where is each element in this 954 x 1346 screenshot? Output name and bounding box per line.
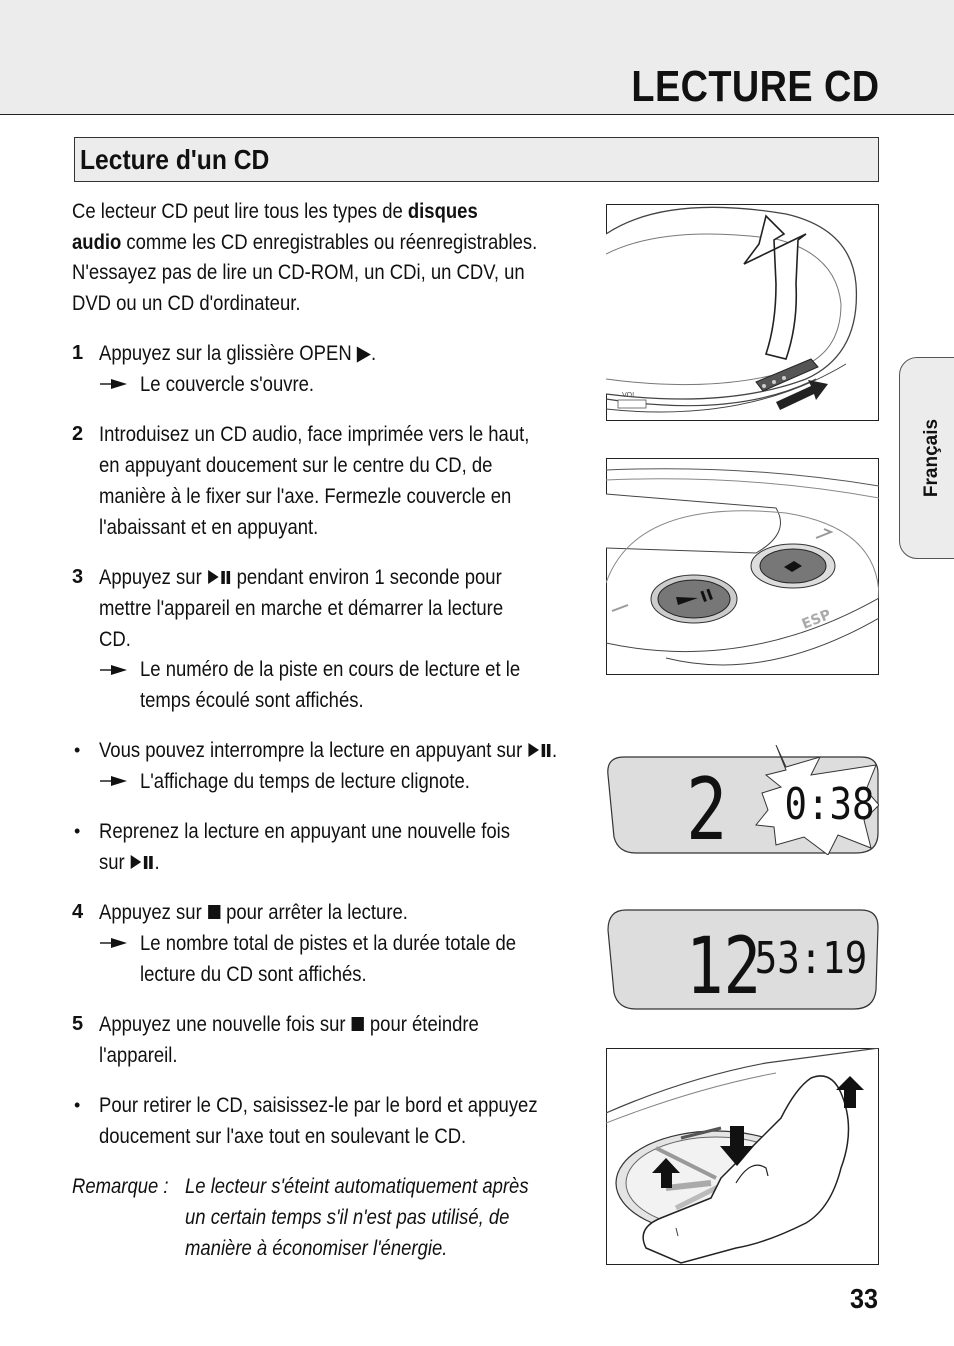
bullet-text: sur <box>99 851 130 874</box>
bullet-text: Vous pouvez interrompre la lecture en appuyant sur <box>99 739 528 762</box>
intro-bold-text: audio <box>72 231 122 254</box>
step-3-line-3: CD. <box>99 628 131 651</box>
play-pause-icon <box>130 854 155 870</box>
display-total-tracks-time <box>606 905 879 1015</box>
display-elapsed-time: 0:38 <box>784 778 875 830</box>
step-2-line-1: Introduisez un CD audio, face imprimée vers le haut, <box>99 423 530 446</box>
step-text: Appuyez une nouvelle fois sur <box>99 1013 351 1036</box>
step-4-line-1 <box>99 897 408 928</box>
play-pause-icon <box>207 569 232 585</box>
section-title: Lecture d'un CD <box>80 144 270 175</box>
result-arrow-icon <box>99 378 129 390</box>
step-2-line-2: en appuyant doucement sur le centre du CD, de <box>99 454 493 477</box>
intro-bold-text: disques <box>407 200 478 223</box>
intro-text: comme les CD enregistrables ou réenregistrables. <box>121 231 538 254</box>
intro-line-1 <box>72 196 478 227</box>
section-heading-box <box>74 137 879 182</box>
bullet-3-line-2: doucement sur l'axe tout en soulevant le CD. <box>99 1125 467 1148</box>
page-title: LECTURE CD <box>631 62 880 111</box>
stop-icon <box>207 904 221 920</box>
step-text: Appuyez sur <box>99 901 207 924</box>
bullet-2-line-2 <box>99 847 160 878</box>
step-3-line-1 <box>99 562 502 593</box>
bullet-1-line-1 <box>99 735 557 766</box>
stop-icon <box>351 1016 365 1032</box>
play-button-illustration <box>606 458 879 675</box>
step-3-line-2: mettre l'appareil en marche et démarrer la lecture <box>99 597 504 620</box>
language-tab-label: Français <box>921 418 942 498</box>
bullet-1-result: L'affichage du temps de lecture clignote. <box>140 770 470 793</box>
step-3-result-2: temps écoulé sont affichés. <box>140 689 364 712</box>
step-text: Appuyez sur <box>99 566 207 589</box>
play-pause-icon <box>527 742 552 758</box>
remove-cd-illustration <box>606 1048 879 1265</box>
step-text: pendant environ 1 seconde pour <box>231 566 502 589</box>
open-lid-illustration <box>606 204 879 421</box>
step-number: 5 <box>72 1013 84 1035</box>
note-line-1: Le lecteur s'éteint automatiquement après <box>185 1175 529 1198</box>
step-3-result-1: Le numéro de la piste en cours de lecture et le <box>140 658 521 681</box>
note-label: Remarque : <box>72 1175 169 1198</box>
step-5-line-1 <box>99 1009 479 1040</box>
vol-label: VOL <box>622 391 637 399</box>
bullet-text: . <box>552 739 558 762</box>
display-track-time <box>606 745 879 855</box>
step-number: 4 <box>72 901 84 923</box>
step-number: 3 <box>72 566 84 588</box>
step-text: pour éteindre <box>364 1013 479 1036</box>
bullet-text: . <box>154 851 160 874</box>
note-line-2: un certain temps s'il n'est pas utilisé, de <box>185 1206 510 1229</box>
bullet-mark: • <box>74 740 81 760</box>
esp-label: ESP <box>799 606 834 633</box>
step-5-line-2: l'appareil. <box>99 1044 178 1067</box>
step-4-result-2: lecture du CD sont affichés. <box>140 963 367 986</box>
intro-line-4: DVD ou un CD d'ordinateur. <box>72 292 301 315</box>
intro-line-2 <box>72 227 537 258</box>
bullet-3-line-1: Pour retirer le CD, saisissez-le par le bord et appuyez <box>99 1094 538 1117</box>
bullet-mark: • <box>74 1095 81 1115</box>
step-4-result-1: Le nombre total de pistes et la durée totale de <box>140 932 517 955</box>
display-total-time: 53:19 <box>754 932 868 984</box>
bullet-2-line-1: Reprenez la lecture en appuyant une nouvelle fois <box>99 820 510 843</box>
bullet-mark: • <box>74 821 81 841</box>
step-1-result: Le couvercle s'ouvre. <box>140 373 315 396</box>
intro-text: Ce lecteur CD peut lire tous les types de <box>72 200 408 223</box>
step-1-text: Appuyez sur la glissière OPEN ▶. <box>99 342 377 365</box>
page-number: 33 <box>850 1283 879 1314</box>
step-number: 2 <box>72 423 84 445</box>
display-track-number: 2 <box>686 760 728 855</box>
intro-line-3: N'essayez pas de lire un CD-ROM, un CDi, un CDV, un <box>72 261 525 284</box>
result-arrow-icon <box>99 775 129 787</box>
result-arrow-icon <box>99 664 129 676</box>
step-number: 1 <box>72 342 84 364</box>
step-2-line-3: manière à le fixer sur l'axe. Fermezle couvercle en <box>99 485 512 508</box>
result-arrow-icon <box>99 937 129 949</box>
step-2-line-4: l'abaissant et en appuyant. <box>99 516 319 539</box>
display-total-tracks: 12 <box>686 920 762 1012</box>
note-line-3: manière à économiser l'énergie. <box>185 1237 448 1260</box>
step-text: pour arrêter la lecture. <box>220 901 408 924</box>
